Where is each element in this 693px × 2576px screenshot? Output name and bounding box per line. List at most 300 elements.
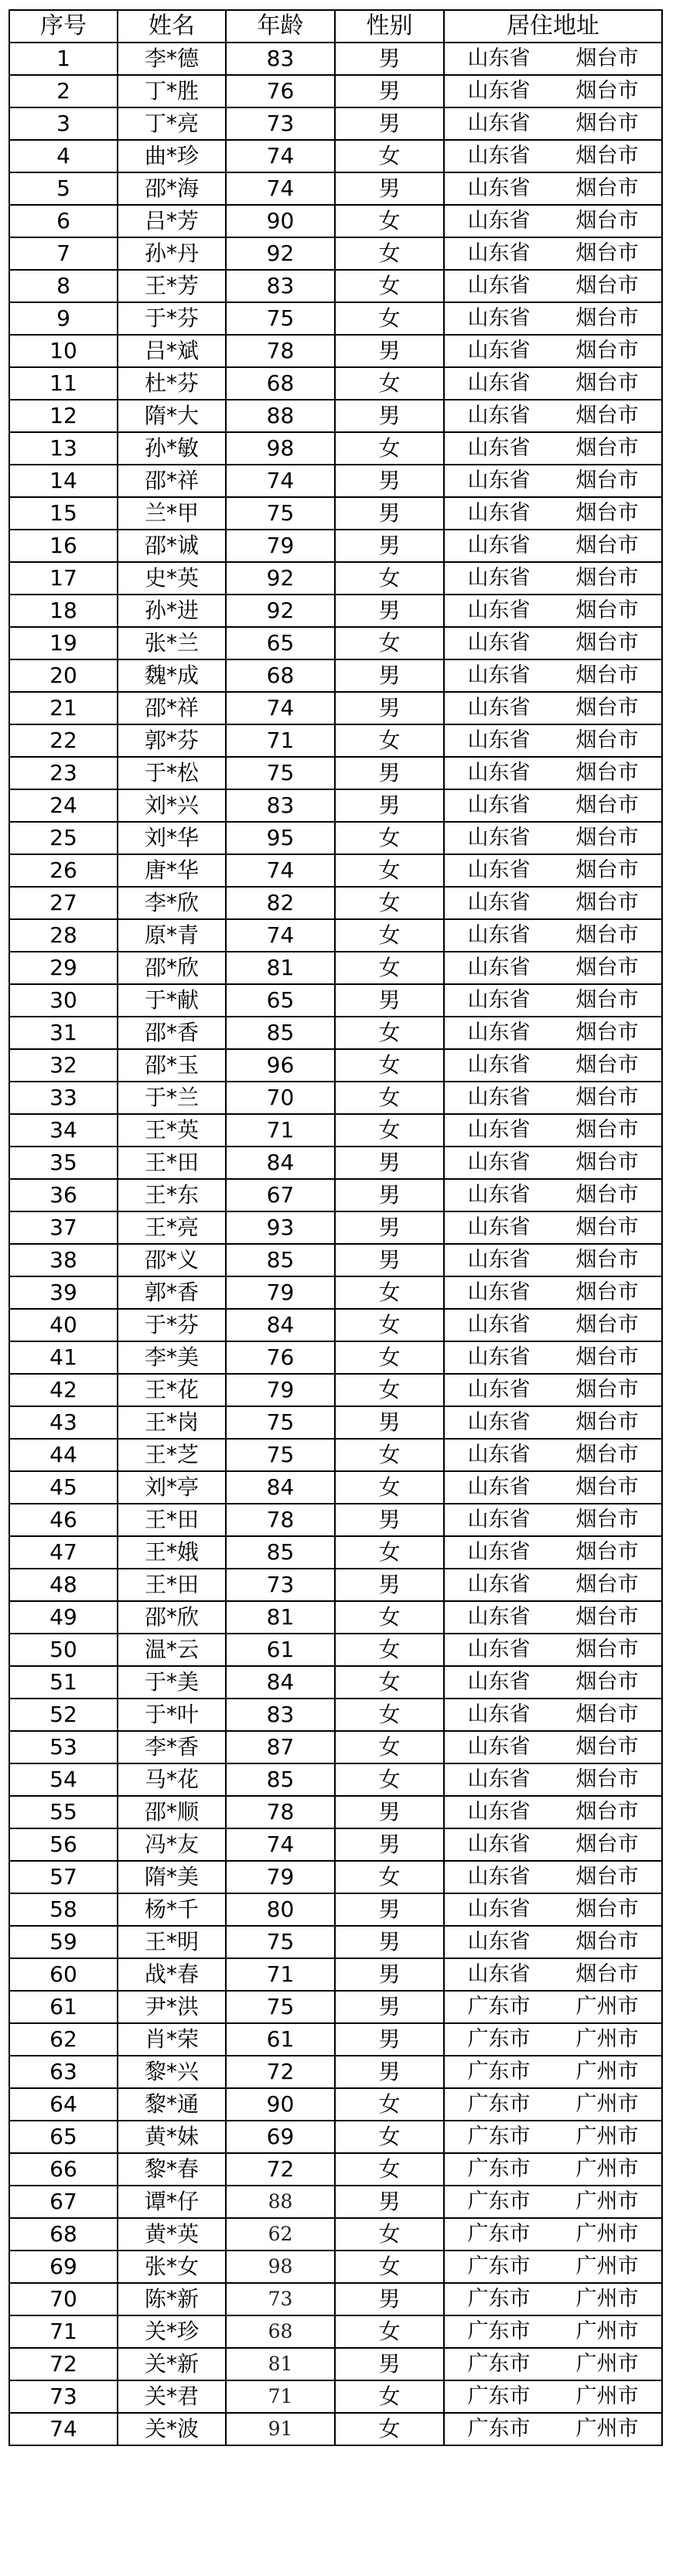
cell-age: 92 [226,595,335,627]
cell-age: 67 [226,1179,335,1211]
cell-age: 75 [226,302,335,335]
cell-name: 王*岗 [118,1406,226,1439]
cell-age: 70 [226,1082,335,1114]
table-row [9,627,662,659]
cell-province: 山东省 [444,757,553,789]
table-row [9,1504,662,1536]
table-row [9,692,662,724]
cell-seq: 71 [9,2315,118,2348]
cell-city: 广州市 [553,2283,662,2315]
cell-province: 山东省 [444,1179,553,1211]
cell-age: 79 [226,1374,335,1406]
table-row [9,1114,662,1147]
cell-province: 山东省 [444,659,553,692]
cell-province: 山东省 [444,984,553,1017]
cell-age: 84 [226,1471,335,1504]
cell-gender: 女 [335,562,444,595]
cell-city: 广州市 [553,2023,662,2056]
cell-name: 李*欣 [118,887,226,919]
cell-name: 战*春 [118,1958,226,1991]
table-row [9,952,662,984]
cell-name: 王*田 [118,1569,226,1601]
table-row [9,2023,662,2056]
cell-name: 李*香 [118,1731,226,1763]
cell-gender: 男 [335,530,444,562]
table-row [9,1536,662,1569]
cell-gender: 男 [335,789,444,822]
table-row [9,530,662,562]
cell-seq: 34 [9,1114,118,1147]
table-row [9,1244,662,1276]
cell-seq: 64 [9,2088,118,2121]
cell-province: 山东省 [444,1536,553,1569]
cell-province: 山东省 [444,627,553,659]
table-row [9,724,662,757]
cell-province: 山东省 [444,335,553,367]
cell-name: 陈*新 [118,2283,226,2315]
cell-gender: 女 [335,1699,444,1731]
cell-seq: 16 [9,530,118,562]
table-row [9,1731,662,1763]
cell-gender: 女 [335,1341,444,1374]
cell-name: 关*波 [118,2413,226,2445]
cell-age: 88 [226,2186,335,2218]
cell-age: 98 [226,2251,335,2283]
cell-seq: 17 [9,562,118,595]
cell-seq: 31 [9,1017,118,1049]
cell-city: 广州市 [553,2251,662,2283]
cell-gender: 女 [335,952,444,984]
cell-seq: 23 [9,757,118,789]
cell-name: 吕*芳 [118,205,226,237]
cell-name: 孙*丹 [118,237,226,270]
cell-seq: 21 [9,692,118,724]
cell-city: 烟台市 [553,822,662,854]
cell-province: 山东省 [444,1082,553,1114]
cell-city: 烟台市 [553,1634,662,1666]
cell-province: 山东省 [444,1731,553,1763]
cell-seq: 36 [9,1179,118,1211]
cell-gender: 女 [335,1471,444,1504]
cell-gender: 女 [335,140,444,172]
cell-seq: 24 [9,789,118,822]
cell-age: 65 [226,627,335,659]
cell-age: 75 [226,1991,335,2023]
cell-province: 山东省 [444,1211,553,1244]
cell-seq: 15 [9,497,118,530]
cell-city: 烟台市 [553,1569,662,1601]
cell-age: 79 [226,1861,335,1893]
cell-province: 山东省 [444,432,553,465]
table-row [9,854,662,887]
cell-seq: 47 [9,1536,118,1569]
cell-gender: 女 [335,724,444,757]
cell-province: 山东省 [444,854,553,887]
cell-name: 王*田 [118,1147,226,1179]
cell-name: 史*英 [118,562,226,595]
cell-gender: 男 [335,1958,444,1991]
cell-name: 王*芝 [118,1439,226,1471]
cell-name: 魏*成 [118,659,226,692]
header-row [9,10,662,43]
cell-city: 烟台市 [553,659,662,692]
cell-name: 王*英 [118,1114,226,1147]
cell-seq: 56 [9,1828,118,1861]
cell-seq: 30 [9,984,118,1017]
cell-seq: 26 [9,854,118,887]
cell-city: 烟台市 [553,1958,662,1991]
cell-age: 73 [226,1569,335,1601]
cell-city: 烟台市 [553,1666,662,1699]
cell-city: 烟台市 [553,627,662,659]
cell-province: 山东省 [444,172,553,205]
cell-province: 广东市 [444,2251,553,2283]
cell-province: 广东市 [444,2056,553,2088]
cell-name: 冯*友 [118,1828,226,1861]
cell-name: 杨*千 [118,1893,226,1926]
cell-province: 广东市 [444,2186,553,2218]
cell-seq: 51 [9,1666,118,1699]
cell-seq: 49 [9,1601,118,1634]
cell-city: 烟台市 [553,400,662,432]
cell-gender: 女 [335,1374,444,1406]
cell-province: 山东省 [444,1244,553,1276]
table-row [9,2121,662,2153]
cell-province: 山东省 [444,1309,553,1341]
cell-age: 84 [226,1309,335,1341]
cell-age: 78 [226,335,335,367]
cell-age: 61 [226,1634,335,1666]
cell-province: 山东省 [444,1374,553,1406]
cell-gender: 女 [335,2380,444,2413]
cell-name: 温*云 [118,1634,226,1666]
cell-name: 郭*香 [118,1276,226,1309]
cell-seq: 70 [9,2283,118,2315]
table-row [9,2348,662,2380]
cell-seq: 66 [9,2153,118,2186]
cell-seq: 57 [9,1861,118,1893]
table-row [9,270,662,302]
cell-province: 山东省 [444,822,553,854]
cell-gender: 女 [335,1017,444,1049]
cell-age: 73 [226,107,335,140]
cell-city: 广州市 [553,2348,662,2380]
table-row [9,75,662,107]
table-row [9,822,662,854]
table-row [9,1471,662,1504]
cell-name: 邵*香 [118,1017,226,1049]
cell-province: 山东省 [444,1439,553,1471]
cell-age: 85 [226,1244,335,1276]
cell-seq: 20 [9,659,118,692]
cell-age: 61 [226,2023,335,2056]
cell-seq: 4 [9,140,118,172]
cell-city: 烟台市 [553,205,662,237]
cell-gender: 男 [335,497,444,530]
table-row [9,1893,662,1926]
cell-city: 烟台市 [553,1374,662,1406]
cell-city: 广州市 [553,2186,662,2218]
cell-city: 烟台市 [553,1309,662,1341]
cell-name: 郭*芬 [118,724,226,757]
cell-gender: 女 [335,887,444,919]
cell-age: 75 [226,497,335,530]
cell-seq: 39 [9,1276,118,1309]
cell-gender: 女 [335,2121,444,2153]
cell-province: 广东市 [444,2283,553,2315]
cell-age: 71 [226,2380,335,2413]
cell-gender: 男 [335,984,444,1017]
cell-seq: 2 [9,75,118,107]
table-row [9,919,662,952]
cell-name: 原*青 [118,919,226,952]
cell-province: 广东市 [444,2348,553,2380]
cell-province: 广东市 [444,2218,553,2251]
table-row [9,1666,662,1699]
cell-gender: 男 [335,1796,444,1828]
cell-province: 广东市 [444,2413,553,2445]
cell-province: 山东省 [444,1569,553,1601]
cell-province: 山东省 [444,1699,553,1731]
cell-city: 烟台市 [553,1439,662,1471]
cell-gender: 男 [335,1211,444,1244]
cell-name: 隋*美 [118,1861,226,1893]
cell-city: 广州市 [553,2121,662,2153]
cell-city: 烟台市 [553,1471,662,1504]
cell-seq: 11 [9,367,118,400]
table-row [9,140,662,172]
cell-age: 81 [226,952,335,984]
cell-age: 75 [226,757,335,789]
cell-seq: 5 [9,172,118,205]
cell-gender: 男 [335,2056,444,2088]
table-row [9,1569,662,1601]
cell-name: 唐*华 [118,854,226,887]
cell-name: 邵*玉 [118,1049,226,1082]
cell-age: 81 [226,2348,335,2380]
cell-province: 山东省 [444,1114,553,1147]
table-row [9,1926,662,1958]
cell-province: 广东市 [444,2023,553,2056]
cell-name: 刘*兴 [118,789,226,822]
cell-name: 于*兰 [118,1082,226,1114]
table-row [9,1049,662,1082]
cell-name: 邵*祥 [118,465,226,497]
cell-city: 烟台市 [553,530,662,562]
cell-gender: 女 [335,919,444,952]
cell-province: 山东省 [444,1893,553,1926]
cell-city: 广州市 [553,2218,662,2251]
table-row [9,497,662,530]
cell-city: 烟台市 [553,919,662,952]
cell-province: 山东省 [444,237,553,270]
cell-gender: 男 [335,692,444,724]
cell-city: 烟台市 [553,1406,662,1439]
cell-name: 杜*芬 [118,367,226,400]
cell-province: 山东省 [444,367,553,400]
cell-name: 李*美 [118,1341,226,1374]
cell-province: 广东市 [444,1991,553,2023]
cell-age: 83 [226,789,335,822]
cell-seq: 37 [9,1211,118,1244]
cell-age: 74 [226,919,335,952]
cell-seq: 29 [9,952,118,984]
cell-province: 山东省 [444,1666,553,1699]
header-gender: 性别 [335,10,444,43]
cell-name: 关*新 [118,2348,226,2380]
cell-age: 72 [226,2153,335,2186]
cell-province: 广东市 [444,2121,553,2153]
table-body [9,43,662,2445]
cell-city: 烟台市 [553,237,662,270]
cell-gender: 男 [335,465,444,497]
cell-age: 85 [226,1763,335,1796]
cell-name: 张*女 [118,2251,226,2283]
cell-seq: 9 [9,302,118,335]
cell-city: 烟台市 [553,140,662,172]
table-row [9,2380,662,2413]
cell-city: 烟台市 [553,1731,662,1763]
cell-province: 广东市 [444,2315,553,2348]
table-row [9,1958,662,1991]
table-row [9,2186,662,2218]
table-row [9,1147,662,1179]
table-row [9,335,662,367]
cell-age: 71 [226,1958,335,1991]
cell-province: 山东省 [444,1763,553,1796]
cell-age: 72 [226,2056,335,2088]
cell-city: 烟台市 [553,1893,662,1926]
cell-seq: 43 [9,1406,118,1439]
cell-name: 黎*春 [118,2153,226,2186]
cell-age: 75 [226,1406,335,1439]
cell-name: 邵*欣 [118,952,226,984]
cell-seq: 25 [9,822,118,854]
cell-gender: 女 [335,432,444,465]
cell-seq: 19 [9,627,118,659]
cell-gender: 女 [335,1536,444,1569]
cell-gender: 女 [335,2088,444,2121]
cell-province: 山东省 [444,1276,553,1309]
cell-gender: 女 [335,1731,444,1763]
cell-age: 95 [226,822,335,854]
cell-name: 丁*亮 [118,107,226,140]
cell-age: 98 [226,432,335,465]
table-row [9,1601,662,1634]
cell-province: 山东省 [444,75,553,107]
cell-city: 烟台市 [553,1341,662,1374]
cell-province: 广东市 [444,2088,553,2121]
cell-name: 关*君 [118,2380,226,2413]
cell-age: 81 [226,1601,335,1634]
header-seq: 序号 [9,10,118,43]
cell-seq: 28 [9,919,118,952]
cell-name: 曲*珍 [118,140,226,172]
cell-gender: 男 [335,1926,444,1958]
cell-age: 84 [226,1147,335,1179]
cell-age: 74 [226,465,335,497]
cell-province: 山东省 [444,1504,553,1536]
cell-gender: 女 [335,1861,444,1893]
cell-city: 烟台市 [553,367,662,400]
cell-province: 山东省 [444,107,553,140]
cell-name: 肖*荣 [118,2023,226,2056]
cell-gender: 男 [335,1893,444,1926]
cell-gender: 男 [335,43,444,75]
cell-city: 烟台市 [553,887,662,919]
cell-province: 广东市 [444,2153,553,2186]
table-row [9,2283,662,2315]
cell-age: 69 [226,2121,335,2153]
cell-age: 62 [226,2218,335,2251]
cell-city: 烟台市 [553,1049,662,1082]
cell-seq: 53 [9,1731,118,1763]
cell-seq: 68 [9,2218,118,2251]
cell-city: 烟台市 [553,1114,662,1147]
cell-province: 山东省 [444,724,553,757]
cell-province: 山东省 [444,302,553,335]
cell-seq: 72 [9,2348,118,2380]
cell-name: 于*松 [118,757,226,789]
cell-gender: 男 [335,2348,444,2380]
cell-age: 68 [226,367,335,400]
cell-name: 邵*祥 [118,692,226,724]
cell-city: 烟台市 [553,43,662,75]
cell-age: 79 [226,530,335,562]
cell-seq: 12 [9,400,118,432]
cell-city: 烟台市 [553,1828,662,1861]
table-row [9,2088,662,2121]
cell-gender: 男 [335,659,444,692]
cell-province: 山东省 [444,205,553,237]
header-address: 居住地址 [444,10,662,43]
cell-gender: 男 [335,2186,444,2218]
cell-seq: 3 [9,107,118,140]
cell-seq: 60 [9,1958,118,1991]
cell-seq: 22 [9,724,118,757]
cell-gender: 女 [335,1082,444,1114]
cell-gender: 女 [335,237,444,270]
cell-gender: 男 [335,172,444,205]
cell-seq: 73 [9,2380,118,2413]
cell-age: 82 [226,887,335,919]
cell-name: 于*叶 [118,1699,226,1731]
cell-age: 71 [226,724,335,757]
cell-province: 山东省 [444,1958,553,1991]
table-row [9,2218,662,2251]
cell-city: 广州市 [553,2413,662,2445]
cell-age: 68 [226,2315,335,2348]
cell-name: 于*芬 [118,302,226,335]
cell-seq: 58 [9,1893,118,1926]
resident-table-sheet [9,9,663,2446]
cell-city: 烟台市 [553,692,662,724]
cell-city: 烟台市 [553,1179,662,1211]
cell-city: 烟台市 [553,1796,662,1828]
cell-city: 烟台市 [553,984,662,1017]
cell-city: 烟台市 [553,1763,662,1796]
cell-city: 烟台市 [553,270,662,302]
cell-city: 烟台市 [553,562,662,595]
cell-gender: 男 [335,2023,444,2056]
cell-name: 邵*欣 [118,1601,226,1634]
cell-gender: 男 [335,1147,444,1179]
cell-age: 74 [226,854,335,887]
table-row [9,1763,662,1796]
cell-name: 张*兰 [118,627,226,659]
cell-age: 74 [226,172,335,205]
cell-seq: 14 [9,465,118,497]
